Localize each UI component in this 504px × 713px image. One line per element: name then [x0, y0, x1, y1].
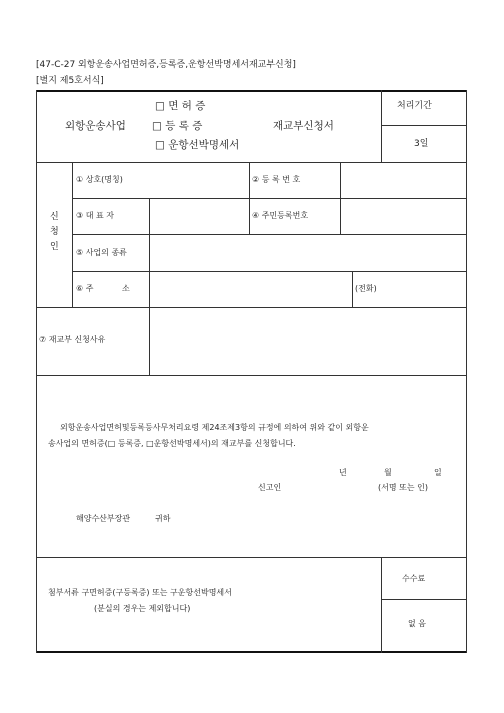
title-bottom — [36, 162, 467, 163]
date-month: 월 — [384, 468, 392, 477]
attachment-line2: (분실의 경우는 제외합니다) — [94, 604, 191, 613]
recipient-label: 해양수산부장관 — [76, 514, 131, 523]
body-paragraph-line2: 송사업의 면허증(□ 등록증, □운항선박명세서)의 재교부를 신청합니다. — [48, 439, 296, 448]
reason-bottom — [36, 375, 467, 376]
field-address: ⑥ 주 — [76, 284, 94, 293]
field-representative: ③ 대 표 자 — [76, 211, 114, 220]
reason-divider — [149, 307, 150, 375]
date-day: 일 — [434, 468, 442, 477]
form-code: [47-C-27 외항운송사업면허증,등록증,운항선박명세서재교부신청] — [36, 60, 296, 70]
field-registration-number: ② 등 록 번 호 — [252, 175, 301, 184]
fee-row-divider — [381, 599, 466, 600]
applicant-row-2 — [72, 234, 466, 235]
field-company-name: ① 상호(명칭) — [76, 175, 123, 184]
fee-value: 없 음 — [408, 619, 426, 628]
title-divider — [381, 90, 382, 162]
attachment-line1: 첨부서류 구면허증(구등록증) 또는 구운항선박명세서 — [48, 588, 232, 597]
applicant-label-3: 인 — [50, 242, 59, 252]
field-address-tail: 소 — [122, 284, 130, 293]
attachment-top — [36, 557, 467, 558]
title-option-registration: □ 등 록 증 — [152, 120, 203, 132]
field-business-type: ⑤ 사업의 종류 — [76, 248, 127, 257]
title-option-ship-list: □ 운항선박명세서 — [155, 139, 240, 151]
field-phone: (전화) — [355, 284, 377, 293]
applicant-label-2: 청 — [50, 227, 59, 237]
frame-left — [36, 90, 37, 653]
processing-divider — [381, 125, 466, 126]
applicant-signer-label: 신고인 — [258, 483, 282, 492]
applicant-row-3 — [72, 271, 466, 272]
date-year: 년 — [339, 468, 347, 477]
applicant-label-1: 신 — [50, 212, 59, 222]
processing-label: 처리기간 — [397, 101, 432, 111]
processing-value: 3일 — [414, 139, 429, 149]
address-phone-divider — [352, 271, 353, 307]
body-paragraph-line1: 외항운송사업면허및등록등사무처리요령 제24조제3항의 규정에 의하여 위와 같이 외항운 — [60, 423, 369, 432]
recipient-suffix: 귀하 — [155, 514, 171, 523]
title-left: 외항운송사업 — [65, 120, 126, 132]
reason-label: ⑦ 재교부 신청사유 — [39, 335, 106, 344]
signature-label: (서명 또는 인) — [378, 483, 428, 492]
field-resident-number: ④ 주민등록번호 — [252, 211, 309, 220]
title-option-license: □ 면 허 증 — [155, 100, 206, 112]
frame-bottom — [36, 651, 467, 653]
fee-label: 수수료 — [402, 574, 426, 583]
applicant-bottom — [36, 307, 467, 308]
fee-divider — [381, 557, 382, 653]
title-right: 재교부신청서 — [273, 120, 334, 132]
frame-right — [466, 90, 467, 653]
applicant-col-divider-1 — [149, 198, 150, 307]
frame-top — [36, 90, 467, 92]
applicant-row-1 — [72, 198, 466, 199]
appendix-label: [별지 제5호서식] — [36, 76, 104, 86]
